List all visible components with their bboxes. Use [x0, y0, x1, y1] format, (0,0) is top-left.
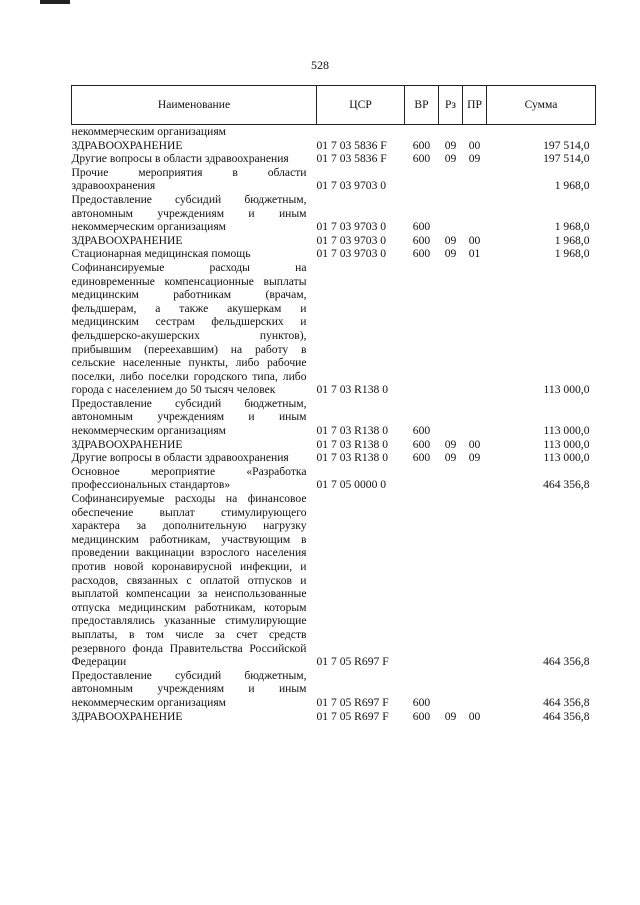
cell-vr: 600 [412, 233, 431, 247]
table-row [72, 669, 596, 710]
cell-name: Софинансируемые расходы на единовременные компенсационные выплаты медицинским работникам (врачам, фельдшерам, а также акушеркам и медицинским сестрам фельдшерских и фельдшерско-акушерских пунктов), прибывшим (переехавшим) на работу в сельские населенные пункты, либо рабочие поселки, либо поселки городского типа, либо города с населением до 50 тысяч человек [71, 260, 307, 397]
cell-csr: 01 7 03 R138 0 [316, 437, 388, 451]
cell-csr: 01 7 05 R697 F [316, 695, 389, 709]
cell-pr: 00 [468, 233, 481, 247]
table-row [72, 152, 596, 166]
table-row [72, 166, 596, 193]
cell-rz [439, 166, 463, 193]
cell-vr [405, 125, 439, 139]
cell-vr: 600 [412, 138, 431, 152]
table-row [72, 451, 596, 465]
table-row [72, 125, 596, 139]
table-row [72, 710, 596, 724]
cell-pr: 00 [468, 437, 481, 451]
cell-sum: 1 968,0 [554, 247, 590, 261]
table-row [72, 438, 596, 452]
cell-pr [463, 261, 487, 397]
cell-rz: 09 [444, 152, 457, 166]
cell-pr: 00 [468, 138, 481, 152]
cell-vr: 600 [412, 152, 431, 166]
table-row [72, 139, 596, 153]
cell-rz [439, 669, 463, 710]
cell-vr: 600 [412, 451, 431, 465]
table-row [72, 397, 596, 438]
header-sum: Сумма [487, 86, 596, 125]
cell-vr: 600 [412, 247, 431, 261]
table-row [72, 193, 596, 234]
cell-sum: 113 000,0 [543, 451, 590, 465]
cell-sum: 1 968,0 [554, 179, 590, 193]
header-csr: ЦСР [317, 86, 405, 125]
cell-pr [463, 669, 487, 710]
cell-rz [439, 397, 463, 438]
cell-sum: 464 356,8 [543, 655, 590, 669]
table-header [72, 86, 596, 125]
cell-vr: 600 [412, 709, 431, 723]
cell-pr: 01 [468, 247, 481, 261]
cell-rz: 09 [444, 437, 457, 451]
cell-name: ЗДРАВООХРАНЕНИЕ [71, 437, 183, 451]
cell-vr: 600 [412, 424, 431, 438]
table-body [72, 125, 596, 724]
header-name: Наименование [72, 86, 317, 125]
cell-name: Прочие мероприятия в области здравоохранения [71, 165, 307, 193]
budget-table [71, 85, 596, 723]
cell-csr: 01 7 03 5836 F [316, 152, 387, 166]
cell-sum: 1 968,0 [554, 220, 590, 234]
cell-sum: 1 968,0 [554, 233, 590, 247]
cell-name: Стационарная медицинская помощь [71, 247, 251, 261]
cell-pr: 00 [468, 709, 481, 723]
cell-name: Другие вопросы в области здравоохранения [71, 152, 289, 166]
cell-rz: 09 [444, 709, 457, 723]
cell-csr: 01 7 03 R138 0 [316, 383, 388, 397]
table-row [72, 234, 596, 248]
cell-rz: 09 [444, 138, 457, 152]
cell-name: Софинансируемые расходы на финансовое обеспечение выплат стимулирующего характера за дополнительную нагрузку медицинским работникам, участвующим в проведении вакцинации взрослого населения против новой коронавирусной инфекции, и расходов, связанных с оплатой отпусков и выплатой компенсации за неиспользованные отпуска медицинским работникам, которым предоставлялись указанные стимулирующие выплаты, в том числе за счет средств резервного фонда Правительства Российской Федерации [71, 492, 307, 669]
cell-csr: 01 7 03 5836 F [316, 138, 387, 152]
cell-csr: 01 7 03 9703 0 [316, 220, 387, 234]
scan-mark [40, 0, 70, 4]
cell-name: ЗДРАВООХРАНЕНИЕ [71, 233, 183, 247]
header-pr: ПР [463, 86, 487, 125]
cell-vr [405, 492, 439, 669]
cell-pr [463, 397, 487, 438]
cell-pr [463, 125, 487, 139]
cell-csr: 01 7 05 R697 F [316, 709, 389, 723]
cell-rz: 09 [444, 451, 457, 465]
cell-name: ЗДРАВООХРАНЕНИЕ [71, 138, 183, 152]
cell-csr: 01 7 03 9703 0 [316, 233, 387, 247]
cell-sum: 197 514,0 [543, 152, 590, 166]
cell-sum: 197 514,0 [543, 138, 590, 152]
cell-sum: 113 000,0 [543, 383, 590, 397]
cell-vr [405, 166, 439, 193]
cell-vr [405, 261, 439, 397]
cell-name: Предоставление субсидий бюджетным, автономным учреждениям и иным некоммерческим организациям [71, 668, 307, 709]
cell-name: Другие вопросы в области здравоохранения [71, 451, 289, 465]
cell-name: некоммерческим организациям [71, 125, 226, 138]
cell-sum: 113 000,0 [543, 437, 590, 451]
cell-name: Предоставление субсидий бюджетным, автономным учреждениям и иным некоммерческим организациям [71, 396, 307, 438]
cell-rz: 09 [444, 247, 457, 261]
cell-pr [463, 193, 487, 234]
cell-name: Предоставление субсидий бюджетным, автономным учреждениям и иным некоммерческим организациям [71, 192, 307, 234]
header-row [72, 86, 596, 125]
cell-sum: 464 356,8 [543, 695, 590, 709]
cell-pr [463, 492, 487, 669]
cell-vr [405, 465, 439, 492]
cell-pr [463, 465, 487, 492]
table-row [72, 492, 596, 669]
cell-rz [439, 193, 463, 234]
cell-csr [317, 125, 405, 139]
cell-sum: 464 356,8 [543, 709, 590, 723]
header-vr: ВР [405, 86, 439, 125]
cell-csr: 01 7 05 0000 0 [316, 478, 387, 492]
cell-rz [439, 492, 463, 669]
table-row [72, 261, 596, 397]
page-number: 528 [311, 58, 329, 72]
table-row [72, 247, 596, 261]
cell-rz [439, 465, 463, 492]
cell-rz [439, 261, 463, 397]
cell-sum [487, 125, 596, 139]
cell-pr: 09 [468, 152, 481, 166]
cell-vr: 600 [412, 220, 431, 234]
table-row [72, 465, 596, 492]
header-rz: Рз [439, 86, 463, 125]
cell-sum: 464 356,8 [543, 478, 590, 492]
cell-csr: 01 7 03 9703 0 [316, 179, 387, 193]
cell-csr: 01 7 03 R138 0 [316, 424, 388, 438]
cell-csr: 01 7 05 R697 F [316, 655, 389, 669]
cell-vr: 600 [412, 695, 431, 709]
cell-vr: 600 [412, 437, 431, 451]
cell-rz: 09 [444, 233, 457, 247]
cell-sum: 113 000,0 [543, 424, 590, 438]
cell-pr [463, 166, 487, 193]
cell-csr: 01 7 03 R138 0 [316, 451, 388, 465]
cell-rz [439, 125, 463, 139]
cell-pr: 09 [468, 451, 481, 465]
cell-name: ЗДРАВООХРАНЕНИЕ [71, 709, 183, 723]
cell-name: Основное мероприятие «Разработка профессиональных стандартов» [71, 464, 307, 492]
cell-csr: 01 7 03 9703 0 [316, 247, 387, 261]
